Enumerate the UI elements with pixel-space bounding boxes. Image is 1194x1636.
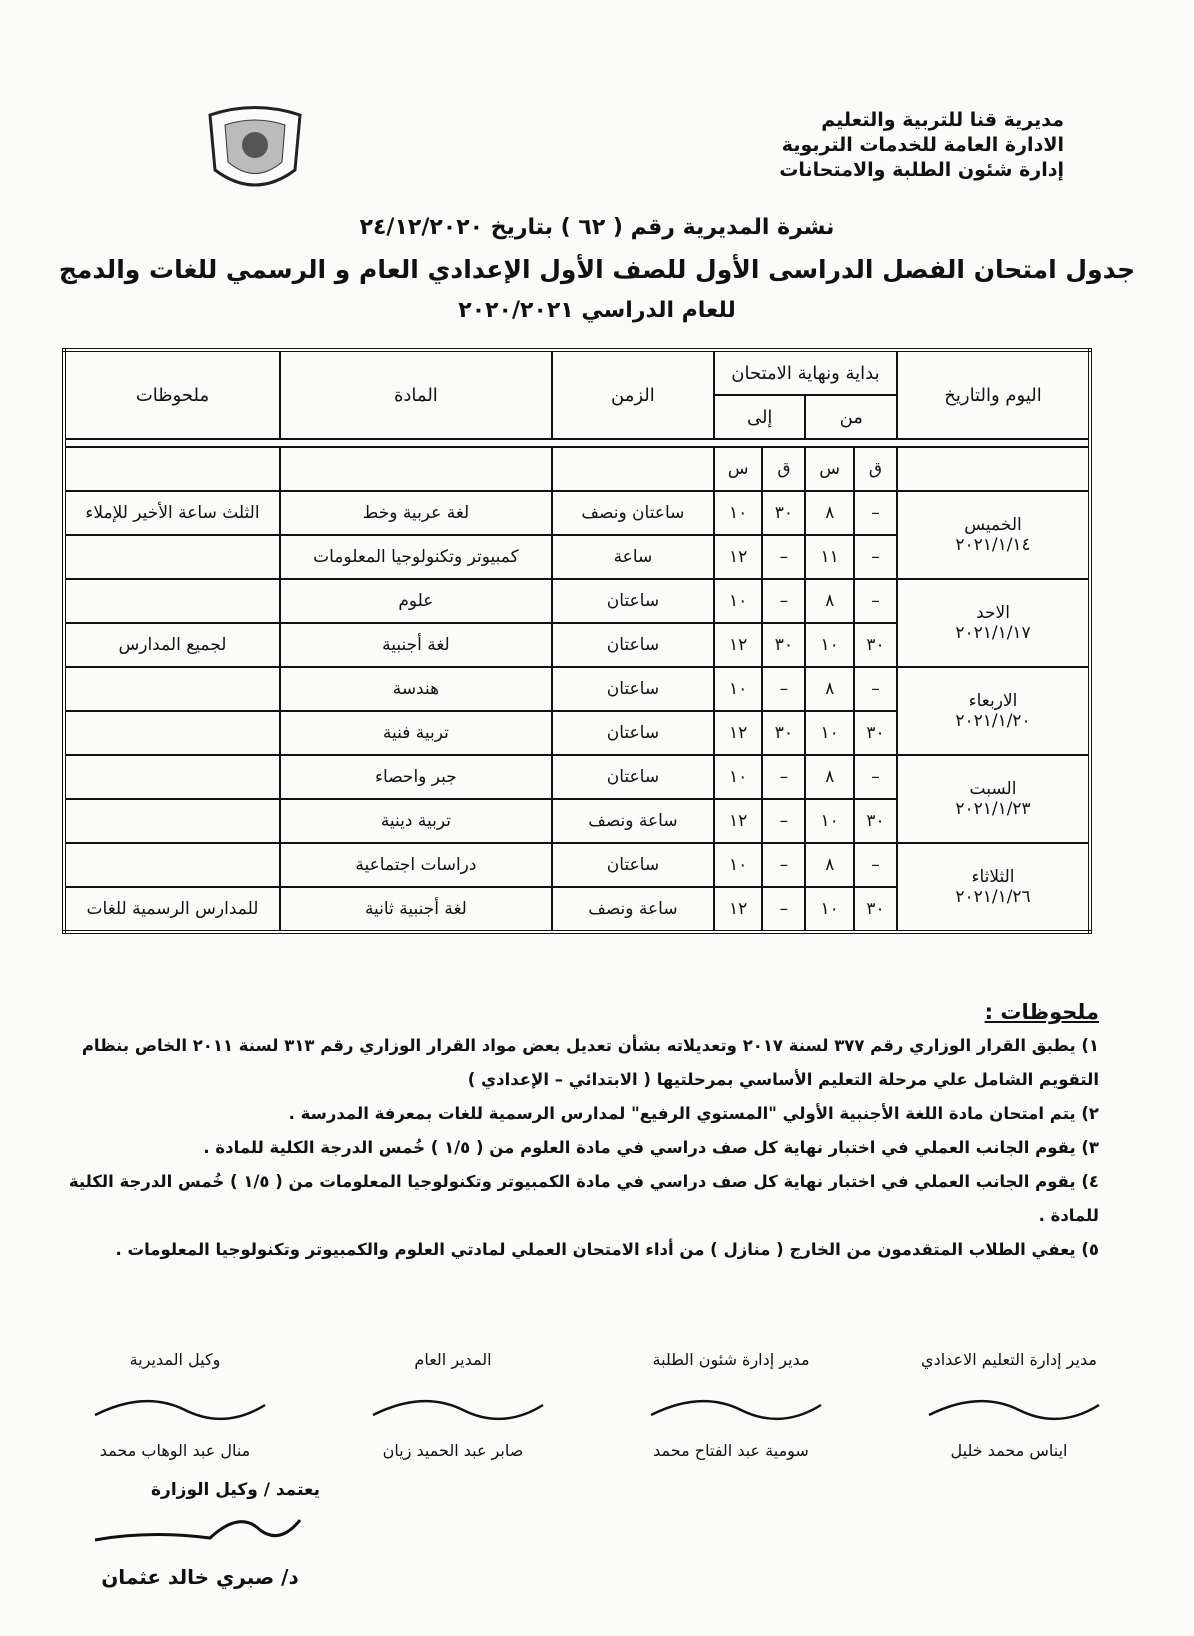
table-row — [64, 755, 1090, 799]
blank-cell — [552, 447, 714, 491]
cell-from-m: ٣٠ — [854, 887, 897, 932]
cell-from-h: ٨ — [805, 491, 853, 535]
exam-date: ٢٠٢١/١/٢٠ — [955, 711, 1031, 731]
signature-block — [60, 1350, 290, 1460]
cell-from-m: – — [854, 843, 897, 887]
cell-duration: ساعتان — [552, 755, 714, 799]
day-date-cell — [897, 667, 1090, 755]
table-row — [64, 579, 1090, 623]
notes-title: ملحوظات : — [984, 1000, 1099, 1024]
cell-to-m: – — [762, 887, 805, 932]
signature-name: سومية عبد الفتاح محمد — [653, 1441, 809, 1460]
cell-subject: علوم — [280, 579, 552, 623]
cell-duration: ساعتان ونصف — [552, 491, 714, 535]
cell-to-h: ١٠ — [714, 667, 762, 711]
day-name: السبت — [969, 779, 1017, 799]
exam-schedule-table — [62, 348, 1092, 934]
day-date-cell — [897, 579, 1090, 667]
cell-from-m: ٣٠ — [854, 623, 897, 667]
approval-label: يعتمد / وكيل الوزارة — [151, 1480, 320, 1500]
approval-signature — [90, 1500, 310, 1560]
handwritten-signature — [894, 1380, 1124, 1430]
col-subject: المادة — [280, 350, 552, 439]
cell-note — [64, 711, 280, 755]
department-name: إدارة شئون الطلبة والامتحانات — [779, 159, 1064, 181]
cell-duration: ساعتان — [552, 843, 714, 887]
cell-duration: ساعة ونصف — [552, 799, 714, 843]
signature-name: منال عبد الوهاب محمد — [99, 1441, 251, 1460]
note-item: ٥) يعفي الطلاب المتقدمون من الخارج ( منازل ) من أداء الامتحان العملي لمادتي العلوم والكمبيوتر وتكنولوجيا المعلومات . — [115, 1240, 1099, 1259]
unit-label: س — [805, 447, 853, 491]
day-date-cell — [897, 491, 1090, 579]
handwritten-signature — [338, 1380, 568, 1430]
cell-from-h: ٨ — [805, 579, 853, 623]
cell-to-m: – — [762, 799, 805, 843]
cell-subject: تربية فنية — [280, 711, 552, 755]
separator-row — [64, 439, 1090, 447]
cell-from-h: ١٠ — [805, 799, 853, 843]
cell-to-m: ٣٠ — [762, 623, 805, 667]
ministry-logo — [200, 100, 310, 200]
cell-note — [64, 667, 280, 711]
administration-name: الادارة العامة للخدمات التربوية — [781, 134, 1064, 156]
col-from: من — [805, 395, 897, 439]
handwritten-signature — [60, 1380, 290, 1430]
bulletin-number: نشرة المديرية رقم ( ٦٢ ) بتاريخ ٢٤/١٢/٢٠٢٠ — [359, 215, 835, 240]
signature-block — [894, 1350, 1124, 1460]
approval-name: د/ صبري خالد عثمان — [101, 1565, 299, 1589]
day-date-cell — [897, 843, 1090, 932]
cell-to-h: ١٢ — [714, 711, 762, 755]
unit-label: س — [714, 447, 762, 491]
cell-from-h: ٨ — [805, 755, 853, 799]
blank-cell — [64, 447, 280, 491]
cell-to-m: – — [762, 535, 805, 579]
cell-duration: ساعتان — [552, 667, 714, 711]
cell-duration: ساعة — [552, 535, 714, 579]
unit-label: ق — [762, 447, 805, 491]
cell-to-m: – — [762, 843, 805, 887]
cell-from-h: ١٠ — [805, 623, 853, 667]
cell-from-m: – — [854, 579, 897, 623]
cell-subject: لغة أجنبية ثانية — [280, 887, 552, 932]
cell-note: للمدارس الرسمية للغات — [64, 887, 280, 932]
cell-to-h: ١٢ — [714, 799, 762, 843]
table-row — [64, 843, 1090, 887]
note-item: ٤) يقوم الجانب العملي في اختبار نهاية كل صف دراسي في مادة الكمبيوتر وتكنولوجيا المعلومات من ( ١/٥ ) خُمس الدرجة الكلية للمادة . — [68, 1172, 1099, 1225]
day-name: الاحد — [976, 603, 1010, 623]
cell-from-m: – — [854, 755, 897, 799]
signature-role: المدير العام — [414, 1350, 492, 1369]
signatures — [60, 1350, 1124, 1460]
cell-to-h: ١٢ — [714, 623, 762, 667]
notes-section — [50, 995, 1099, 1267]
cell-subject: هندسة — [280, 667, 552, 711]
cell-note — [64, 755, 280, 799]
cell-note — [64, 535, 280, 579]
cell-duration: ساعتان — [552, 711, 714, 755]
cell-from-m: – — [854, 667, 897, 711]
note-item: ٢) يتم امتحان مادة اللغة الأجنبية الأولي "المستوي الرفيع" لمدارس الرسمية للغات بمعرفة المدرسة . — [288, 1104, 1099, 1123]
cell-to-h: ١٠ — [714, 755, 762, 799]
cell-to-m: ٣٠ — [762, 491, 805, 535]
cell-note: الثلث ساعة الأخير للإملاء — [64, 491, 280, 535]
cell-to-m: – — [762, 667, 805, 711]
cell-subject: كمبيوتر وتكنولوجيا المعلومات — [280, 535, 552, 579]
signature-name: صابر عبد الحميد زيان — [382, 1441, 524, 1460]
cell-to-m: – — [762, 579, 805, 623]
signature-role: مدير إدارة التعليم الاعدادي — [921, 1350, 1097, 1369]
unit-label: ق — [854, 447, 897, 491]
cell-from-m: – — [854, 535, 897, 579]
table-row — [64, 667, 1090, 711]
cell-duration: ساعتان — [552, 623, 714, 667]
blank-cell — [897, 447, 1090, 491]
cell-subject: لغة عربية وخط — [280, 491, 552, 535]
cell-from-h: ٨ — [805, 843, 853, 887]
handwritten-signature — [616, 1380, 846, 1430]
cell-from-m: – — [854, 491, 897, 535]
academic-year: للعام الدراسي ٢٠٢٠/٢٠٢١ — [458, 298, 736, 323]
approval-block — [80, 1480, 320, 1589]
cell-note — [64, 579, 280, 623]
document-title: جدول امتحان الفصل الدراسى الأول للصف الأول الإعدادي العام و الرسمي للغات والدمج — [58, 255, 1136, 284]
cell-to-h: ١٠ — [714, 491, 762, 535]
cell-to-h: ١٠ — [714, 843, 762, 887]
note-item: ١) يطبق القرار الوزاري رقم ٣٧٧ لسنة ٢٠١٧ وتعديلاته بشأن تعديل بعض مواد القرار الوزاري رقم ٣١٣ لسنة ٢٠١١ الخاص بنظام التقويم الشامل علي مرحلة التعليم الأساسي بمرحلتيها ( الابتدائي – الإعدادي ) — [81, 1036, 1099, 1089]
cell-from-h: ٨ — [805, 667, 853, 711]
cell-to-m: – — [762, 755, 805, 799]
cell-to-h: ١٢ — [714, 535, 762, 579]
cell-duration: ساعة ونصف — [552, 887, 714, 932]
directorate-name: مديرية قنا للتربية والتعليم — [821, 109, 1064, 131]
cell-from-h: ١٠ — [805, 711, 853, 755]
col-exam-range: بداية ونهاية الامتحان — [714, 350, 897, 395]
signature-role: وكيل المديرية — [129, 1350, 221, 1369]
cell-note — [64, 799, 280, 843]
cell-from-h: ١١ — [805, 535, 853, 579]
cell-subject: دراسات اجتماعية — [280, 843, 552, 887]
col-notes: ملحوظات — [64, 350, 280, 439]
signature-block — [338, 1350, 568, 1460]
cell-from-m: ٣٠ — [854, 711, 897, 755]
cell-subject: جبر واحصاء — [280, 755, 552, 799]
separator-cell — [64, 439, 1090, 447]
day-name: الاربعاء — [968, 691, 1018, 711]
cell-subject: لغة أجنبية — [280, 623, 552, 667]
signature-name: ايناس محمد خليل — [950, 1441, 1068, 1460]
day-name: الثلاثاء — [971, 867, 1015, 887]
cell-subject: تربية دينية — [280, 799, 552, 843]
cell-to-h: ١٠ — [714, 579, 762, 623]
table-row — [64, 491, 1090, 535]
cell-to-m: ٣٠ — [762, 711, 805, 755]
note-item: ٣) يقوم الجانب العملي في اختبار نهاية كل صف دراسي في مادة العلوم من ( ١/٥ ) خُمس الدرجة الكلية للمادة . — [203, 1138, 1099, 1157]
cell-duration: ساعتان — [552, 579, 714, 623]
cell-to-h: ١٢ — [714, 887, 762, 932]
exam-date: ٢٠٢١/١/١٧ — [955, 623, 1031, 643]
exam-date: ٢٠٢١/١/٢٦ — [955, 887, 1031, 907]
cell-note: لجميع المدارس — [64, 623, 280, 667]
signature-role: مدير إدارة شئون الطلبة — [652, 1350, 810, 1369]
col-duration: الزمن — [552, 350, 714, 439]
blank-cell — [280, 447, 552, 491]
units-row — [64, 447, 1090, 491]
col-day-date: اليوم والتاريخ — [897, 350, 1090, 439]
cell-note — [64, 843, 280, 887]
day-name: الخميس — [964, 515, 1022, 535]
cell-from-m: ٣٠ — [854, 799, 897, 843]
exam-date: ٢٠٢١/١/١٤ — [955, 535, 1031, 555]
exam-date: ٢٠٢١/١/٢٣ — [955, 799, 1031, 819]
signature-block — [616, 1350, 846, 1460]
issuer-header — [779, 108, 1064, 183]
cell-from-h: ١٠ — [805, 887, 853, 932]
col-to: إلى — [714, 395, 806, 439]
day-date-cell — [897, 755, 1090, 843]
